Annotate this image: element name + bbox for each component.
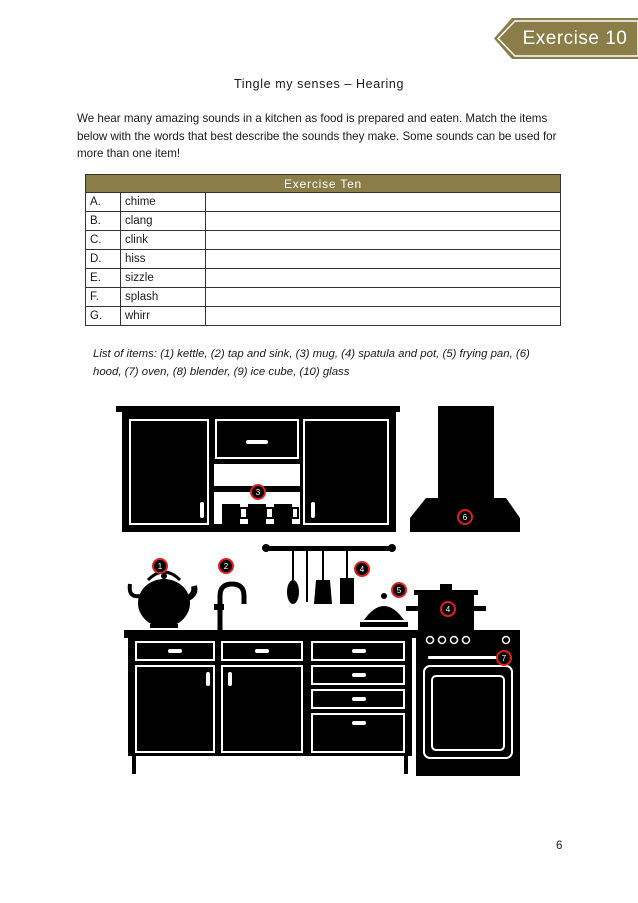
answer-cell[interactable] [206, 307, 561, 326]
row-letter: C. [86, 231, 121, 250]
row-word: whirr [121, 307, 206, 326]
row-word: sizzle [121, 269, 206, 288]
answer-cell[interactable] [206, 250, 561, 269]
marker-6 [458, 510, 472, 524]
marker-label: 7 [501, 654, 507, 663]
tap-icon [214, 584, 244, 634]
marker-label: 4 [359, 565, 365, 574]
kitchen-svg [110, 398, 530, 780]
badge-label: Exercise 10 [522, 28, 628, 49]
base-cabinets [124, 630, 416, 774]
marker-4 [355, 562, 369, 576]
table-header: Exercise Ten [86, 175, 561, 193]
marker-label: 3 [255, 488, 261, 497]
utensil-rail [262, 544, 396, 604]
row-letter: F. [86, 288, 121, 307]
row-word: clang [121, 212, 206, 231]
marker-7 [497, 651, 511, 665]
marker-label: 2 [223, 562, 229, 571]
row-word: splash [121, 288, 206, 307]
row-letter: D. [86, 250, 121, 269]
answer-cell[interactable] [206, 269, 561, 288]
marker-label: 6 [462, 513, 468, 522]
table-row [86, 193, 561, 212]
marker-label: 5 [396, 586, 402, 595]
marker-label: 1 [157, 562, 163, 571]
answer-cell[interactable] [206, 193, 561, 212]
marker-1 [153, 559, 167, 573]
row-letter: B. [86, 212, 121, 231]
table-header-row [86, 175, 561, 193]
upper-cabinets [116, 406, 400, 532]
table-row [86, 250, 561, 269]
kitchen-illustration [110, 398, 530, 785]
marker-2 [219, 559, 233, 573]
table-row [86, 212, 561, 231]
row-letter: A. [86, 193, 121, 212]
answer-cell[interactable] [206, 212, 561, 231]
intro-paragraph: We hear many amazing sounds in a kitchen as food is prepared and eaten. Match the items below with the words that best describe the sounds they make. Some sounds can be used for more than one item! [77, 112, 557, 160]
row-word: chime [121, 193, 206, 212]
answer-cell[interactable] [206, 288, 561, 307]
exercise-table [85, 174, 561, 326]
page-title: Tingle my senses – Hearing [233, 77, 405, 91]
items-list: List of items: (1) kettle, (2) tap and sink, (3) mug, (4) spatula and pot, (5) frying pan, (6) hood, (7) oven, (8) blender, (9) ice cube, (10) glass [93, 348, 530, 378]
row-letter: E. [86, 269, 121, 288]
row-word: clink [121, 231, 206, 250]
marker-5 [392, 583, 406, 597]
marker-4-pot [441, 602, 455, 616]
row-letter: G. [86, 307, 121, 326]
marker-label: 4 [445, 605, 451, 614]
exercise-badge [494, 18, 638, 59]
page-number: 6 [556, 840, 563, 852]
table-row [86, 269, 561, 288]
marker-3 [251, 485, 265, 499]
table-row [86, 231, 561, 250]
table-row [86, 288, 561, 307]
mug-icon [222, 504, 298, 524]
table-row [86, 307, 561, 326]
kettle-icon [130, 572, 195, 628]
frying-pan-icon [360, 593, 408, 627]
row-word: hiss [121, 250, 206, 269]
answer-cell[interactable] [206, 231, 561, 250]
